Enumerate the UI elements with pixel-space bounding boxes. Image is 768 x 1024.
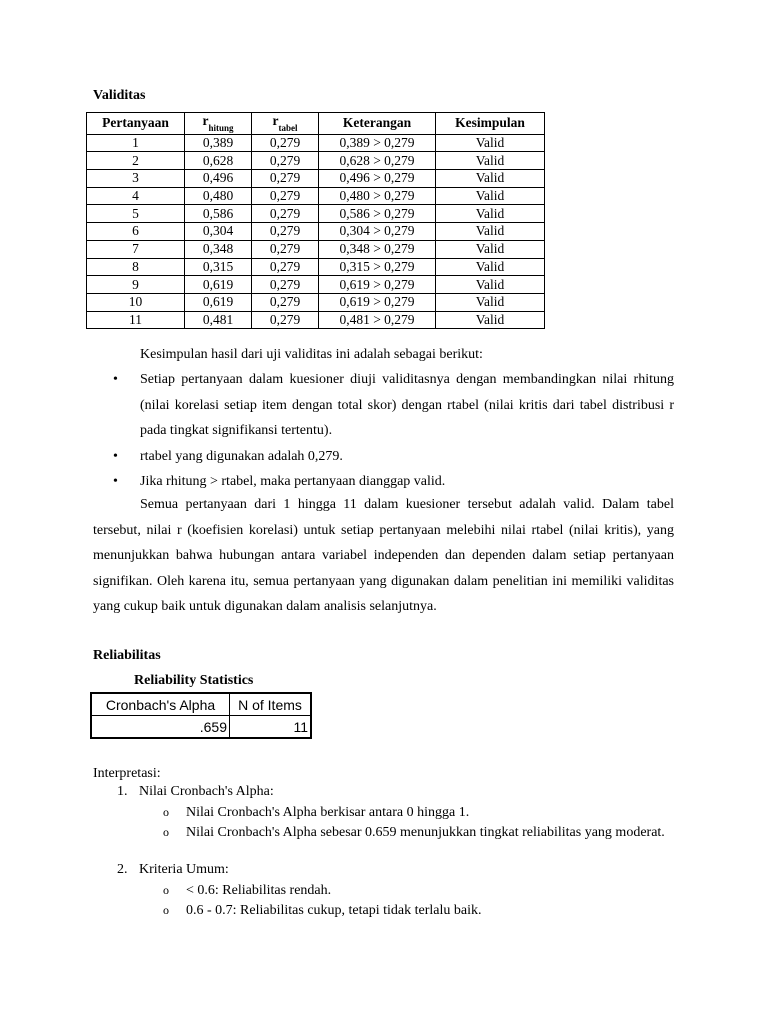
cell-r-tabel: 0,279 xyxy=(252,205,319,223)
cell-r-hitung: 0,348 xyxy=(185,240,252,258)
list-item-1-label: Nilai Cronbach's Alpha: xyxy=(139,784,274,799)
header-kesimpulan: Kesimpulan xyxy=(436,113,545,135)
list-number-1: 1. xyxy=(117,784,128,799)
list-number-2: 2. xyxy=(117,862,128,877)
reliability-statistics-title: Reliability Statistics xyxy=(134,673,254,688)
cell-pertanyaan: 10 xyxy=(87,293,185,311)
table-row xyxy=(87,152,545,170)
header-pertanyaan: Pertanyaan xyxy=(87,113,185,135)
cell-keterangan: 0,586 > 0,279 xyxy=(319,205,436,223)
sub-bullet-icon: o xyxy=(163,805,169,819)
cell-r-tabel: 0,279 xyxy=(252,276,319,294)
list-item xyxy=(93,444,674,470)
cell-kesimpulan: Valid xyxy=(436,240,545,258)
validitas-bullet-list xyxy=(93,367,674,495)
r-hitung-main: r xyxy=(202,113,209,128)
cell-pertanyaan: 4 xyxy=(87,187,185,205)
cell-r-tabel: 0,279 xyxy=(252,311,319,329)
interpretasi-label: Interpretasi: xyxy=(93,766,161,781)
cell-r-tabel: 0,279 xyxy=(252,258,319,276)
bullet-icon: • xyxy=(113,448,118,464)
table-row xyxy=(87,311,545,329)
cell-r-tabel: 0,279 xyxy=(252,152,319,170)
cell-r-tabel: 0,279 xyxy=(252,293,319,311)
cell-pertanyaan: 11 xyxy=(87,311,185,329)
cell-keterangan: 0,348 > 0,279 xyxy=(319,240,436,258)
validitas-header-row xyxy=(87,113,545,135)
cell-kesimpulan: Valid xyxy=(436,134,545,152)
list-item xyxy=(93,367,674,444)
cell-r-hitung: 0,619 xyxy=(185,293,252,311)
list-item-1-sub-1: Nilai Cronbach's Alpha berkisar antara 0 hingga 1. xyxy=(186,805,470,820)
table-row xyxy=(87,134,545,152)
cell-r-tabel: 0,279 xyxy=(252,170,319,188)
bullet-text: Jika rhitung > rtabel, maka pertanyaan dianggap valid. xyxy=(140,474,446,489)
cell-r-hitung: 0,481 xyxy=(185,311,252,329)
bullet-text: rtabel yang digunakan adalah 0,279. xyxy=(140,448,343,464)
validitas-summary: Semua pertanyaan dari 1 hingga 11 dalam kuesioner tersebut adalah valid. Dalam tabel tersebut, nilai r (koefisien korelasi) untuk setiap pertanyaan melebihi nilai rtabel (nilai kritis), yang menunjukkan bahwa hubungan antara variabel independen dan dependen dalam setiap pertanyaan signifikan. Oleh karena itu, semua pertanyaan yang digunakan dalam penelitian ini memiliki validitas yang cukup baik untuk digunakan dalam analisis selanjutnya. xyxy=(93,497,674,614)
sub-bullet-icon: o xyxy=(163,903,169,917)
header-r-tabel xyxy=(252,113,319,135)
cell-keterangan: 0,496 > 0,279 xyxy=(319,170,436,188)
cell-pertanyaan: 7 xyxy=(87,240,185,258)
cell-kesimpulan: Valid xyxy=(436,170,545,188)
cell-keterangan: 0,480 > 0,279 xyxy=(319,187,436,205)
cell-kesimpulan: Valid xyxy=(436,276,545,294)
cell-pertanyaan: 9 xyxy=(87,276,185,294)
cell-pertanyaan: 5 xyxy=(87,205,185,223)
list-item-2-sub-1: < 0.6: Reliabilitas rendah. xyxy=(186,883,332,898)
cronbach-alpha-value: .659 xyxy=(91,716,230,739)
r-hitung-sub: hitung xyxy=(208,122,234,133)
cell-pertanyaan: 3 xyxy=(87,170,185,188)
cell-r-hitung: 0,496 xyxy=(185,170,252,188)
header-keterangan: Keterangan xyxy=(319,113,436,135)
cell-keterangan: 0,481 > 0,279 xyxy=(319,311,436,329)
cell-kesimpulan: Valid xyxy=(436,293,545,311)
cell-r-hitung: 0,619 xyxy=(185,276,252,294)
bullet-text: Setiap pertanyaan dalam kuesioner diuji validitasnya dengan membandingkan nilai rhitung (nilai korelasi setiap item dengan total skor) dengan rtabel (nilai kritis dari tabel distribusi r pada tingkat signifikansi tertentu). xyxy=(140,372,674,438)
bullet-icon: • xyxy=(113,372,118,387)
validitas-heading: Validitas xyxy=(93,88,146,103)
cell-pertanyaan: 8 xyxy=(87,258,185,276)
reliability-header-row xyxy=(91,693,311,716)
table-row xyxy=(87,293,545,311)
list-item-2-label: Kriteria Umum: xyxy=(139,862,229,877)
cell-r-tabel: 0,279 xyxy=(252,223,319,241)
cell-r-tabel: 0,279 xyxy=(252,187,319,205)
sub-bullet-icon: o xyxy=(163,825,169,839)
cell-keterangan: 0,304 > 0,279 xyxy=(319,223,436,241)
table-row xyxy=(87,205,545,223)
bullet-icon: • xyxy=(113,474,118,489)
cell-keterangan: 0,619 > 0,279 xyxy=(319,276,436,294)
header-n-of-items: N of Items xyxy=(230,693,312,716)
list-item-1-sub-2: Nilai Cronbach's Alpha sebesar 0.659 menunjukkan tingkat reliabilitas yang moderat. xyxy=(186,825,665,840)
reliabilitas-heading: Reliabilitas xyxy=(93,648,161,663)
cell-r-hitung: 0,586 xyxy=(185,205,252,223)
reliability-table xyxy=(90,692,312,739)
reliability-value-row xyxy=(91,716,311,739)
cell-kesimpulan: Valid xyxy=(436,311,545,329)
cell-r-hitung: 0,480 xyxy=(185,187,252,205)
sub-bullet-icon: o xyxy=(163,883,169,897)
cell-r-hitung: 0,315 xyxy=(185,258,252,276)
table-row xyxy=(87,187,545,205)
cell-r-hitung: 0,628 xyxy=(185,152,252,170)
cell-pertanyaan: 1 xyxy=(87,134,185,152)
cell-r-hitung: 0,389 xyxy=(185,134,252,152)
validitas-intro: Kesimpulan hasil dari uji validitas ini adalah sebagai berikut: xyxy=(140,347,483,362)
cell-kesimpulan: Valid xyxy=(436,258,545,276)
cell-keterangan: 0,619 > 0,279 xyxy=(319,293,436,311)
cell-kesimpulan: Valid xyxy=(436,187,545,205)
list-item-2-sub-2: 0.6 - 0.7: Reliabilitas cukup, tetapi tidak terlalu baik. xyxy=(186,903,482,918)
table-row xyxy=(87,258,545,276)
validitas-table xyxy=(86,112,545,329)
cell-kesimpulan: Valid xyxy=(436,205,545,223)
cell-keterangan: 0,389 > 0,279 xyxy=(319,134,436,152)
list-item xyxy=(93,469,674,495)
cell-r-tabel: 0,279 xyxy=(252,134,319,152)
cell-kesimpulan: Valid xyxy=(436,152,545,170)
cell-keterangan: 0,315 > 0,279 xyxy=(319,258,436,276)
r-tabel-main: r xyxy=(272,113,279,128)
header-cronbach-alpha: Cronbach's Alpha xyxy=(91,693,230,716)
cell-pertanyaan: 6 xyxy=(87,223,185,241)
cell-r-tabel: 0,279 xyxy=(252,240,319,258)
cell-kesimpulan: Valid xyxy=(436,223,545,241)
r-tabel-sub: tabel xyxy=(278,122,298,133)
table-row xyxy=(87,240,545,258)
table-row xyxy=(87,223,545,241)
header-r-hitung xyxy=(185,113,252,135)
cell-r-hitung: 0,304 xyxy=(185,223,252,241)
cell-pertanyaan: 2 xyxy=(87,152,185,170)
table-row xyxy=(87,170,545,188)
n-of-items-value: 11 xyxy=(230,716,312,739)
table-row xyxy=(87,276,545,294)
cell-keterangan: 0,628 > 0,279 xyxy=(319,152,436,170)
